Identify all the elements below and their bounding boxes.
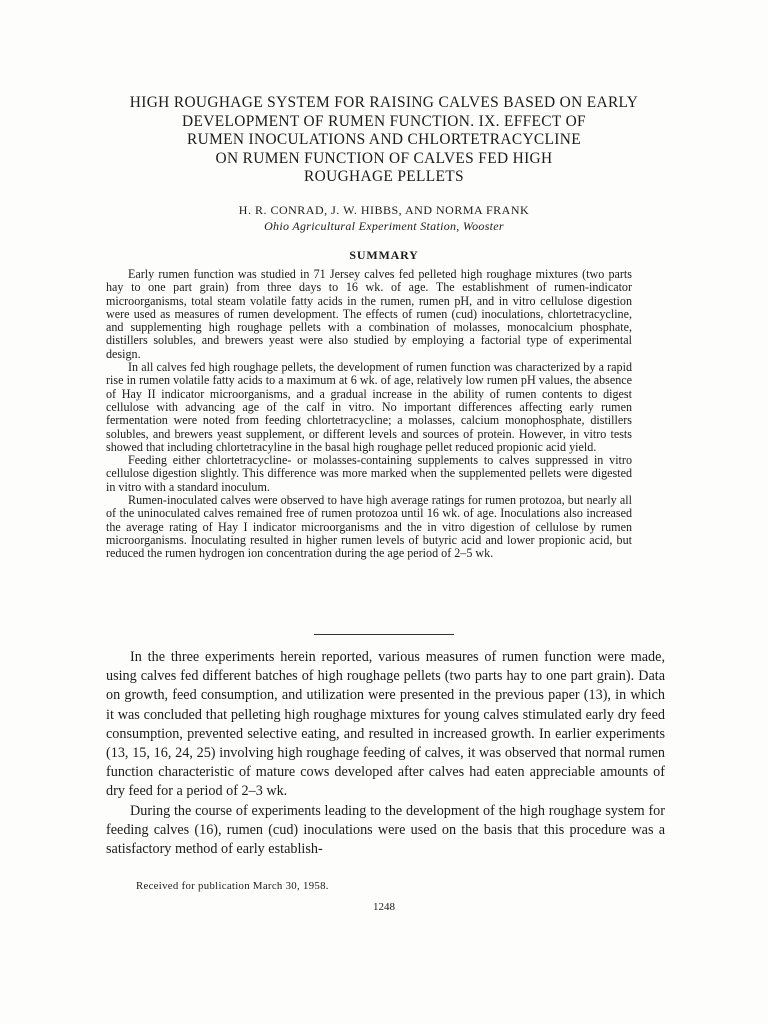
body-text [106,648,665,859]
summary-paragraph: Feeding either chlortetracycline- or molasses-containing supplements to calves suppressed in vitro cellulose digestion slightly. This difference was more marked when the supplemented pellets were digested in vitro with a standard inoculum. [106,453,632,494]
summary-section [106,268,632,561]
section-divider [314,634,454,635]
summary-paragraph: In all calves fed high roughage pellets, the development of rumen function was characterized by a rapid rise in rumen volatile fatty acids to a maximum at 6 wk. of age, relatively low rumen pH values, the absence of Hay II indicator microorganisms, and a gradual increase in the ability of rumen contents to digest cellulose with advancing age of the calf in vitro. No important differences affecting early rumen fermentation were noted from feeding chlortetracycline; a molasses, calcium monophosphate, distillers solubles, and brewers yeast supplement, or different levels and sources of protein. However, in vitro tests showed that including chlortetracyline in the basal high roughage pellet reduced propionic acid yield. [106,360,632,454]
title-line: RUMEN INOCULATIONS AND CHLORTETRACYCLINE [187,131,581,148]
title-line: DEVELOPMENT OF RUMEN FUNCTION. IX. EFFECT OF [182,112,586,130]
summary-paragraph: Rumen-inoculated calves were observed to have high average ratings for rumen protozoa, but nearly all of the uninoculated calves remained free of rumen protozoa until 16 wk. of age. Inoculations also increased the average rating of Hay I indicator microorganisms and the in vitro digestion of cellulose by rumen microorganisms. Inoculating resulted in higher rumen levels of butyric acid and lower propionic acid, but reduced the rumen hydrogen ion concentration during the age period of 2–5 wk. [106,493,632,561]
title-line: ON RUMEN FUNCTION OF CALVES FED HIGH [215,149,553,167]
body-paragraph: In the three experiments herein reported, various measures of rumen function were made, using calves fed different batches of high roughage pellets (two parts hay to one part grain). Data on growth, feed consumption, and utilization were presented in the previous paper (13), in which it was concluded that pelleting high roughage mixtures for young calves stimulated early dry feed consumption, prevented selective eating, and resulted in increased growth. In earlier experiments (13, 15, 16, 24, 25) involving high roughage feeding of calves, it was observed that normal rumen function characteristic of mature cows developed after calves had eaten appreciable amounts of dry feed for a period of 2–3 wk. [106,649,665,800]
title-line: HIGH ROUGHAGE SYSTEM FOR RAISING CALVES BASED ON EARLY [129,94,639,111]
page-number: 1248 [373,901,395,913]
affiliation: Ohio Agricultural Experiment Station, Wooster [264,219,504,233]
title-line: ROUGHAGE PELLETS [304,168,464,185]
summary-heading: SUMMARY [349,248,419,262]
body-paragraph: During the course of experiments leading to the development of the high roughage system for feeding calves (16), rumen (cud) inoculations were used on the basis that this procedure was a satisfactory method of early establish- [106,802,665,858]
footnote: Received for publication March 30, 1958. [136,880,329,892]
article-title [80,94,688,187]
author-list: H. R. CONRAD, J. W. HIBBS, AND NORMA FRANK [238,203,530,217]
summary-paragraph: Early rumen function was studied in 71 Jersey calves fed pelleted high roughage mixtures (two parts hay to one part grain) from three days to 16 wk. of age. The establishment of rumen-indicator microorganisms, total steam volatile fatty acids in the rumen, rumen pH, and in vitro cellulose digestion were used as measures of rumen development. The effects of rumen (cud) inoculations, chlortetracycline, and supplementing high roughage pellets with a combination of molasses, monocalcium phosphate, distillers solubles, and brewers yeast were also studied by employing a factorial type of experimental design. [106,267,632,361]
